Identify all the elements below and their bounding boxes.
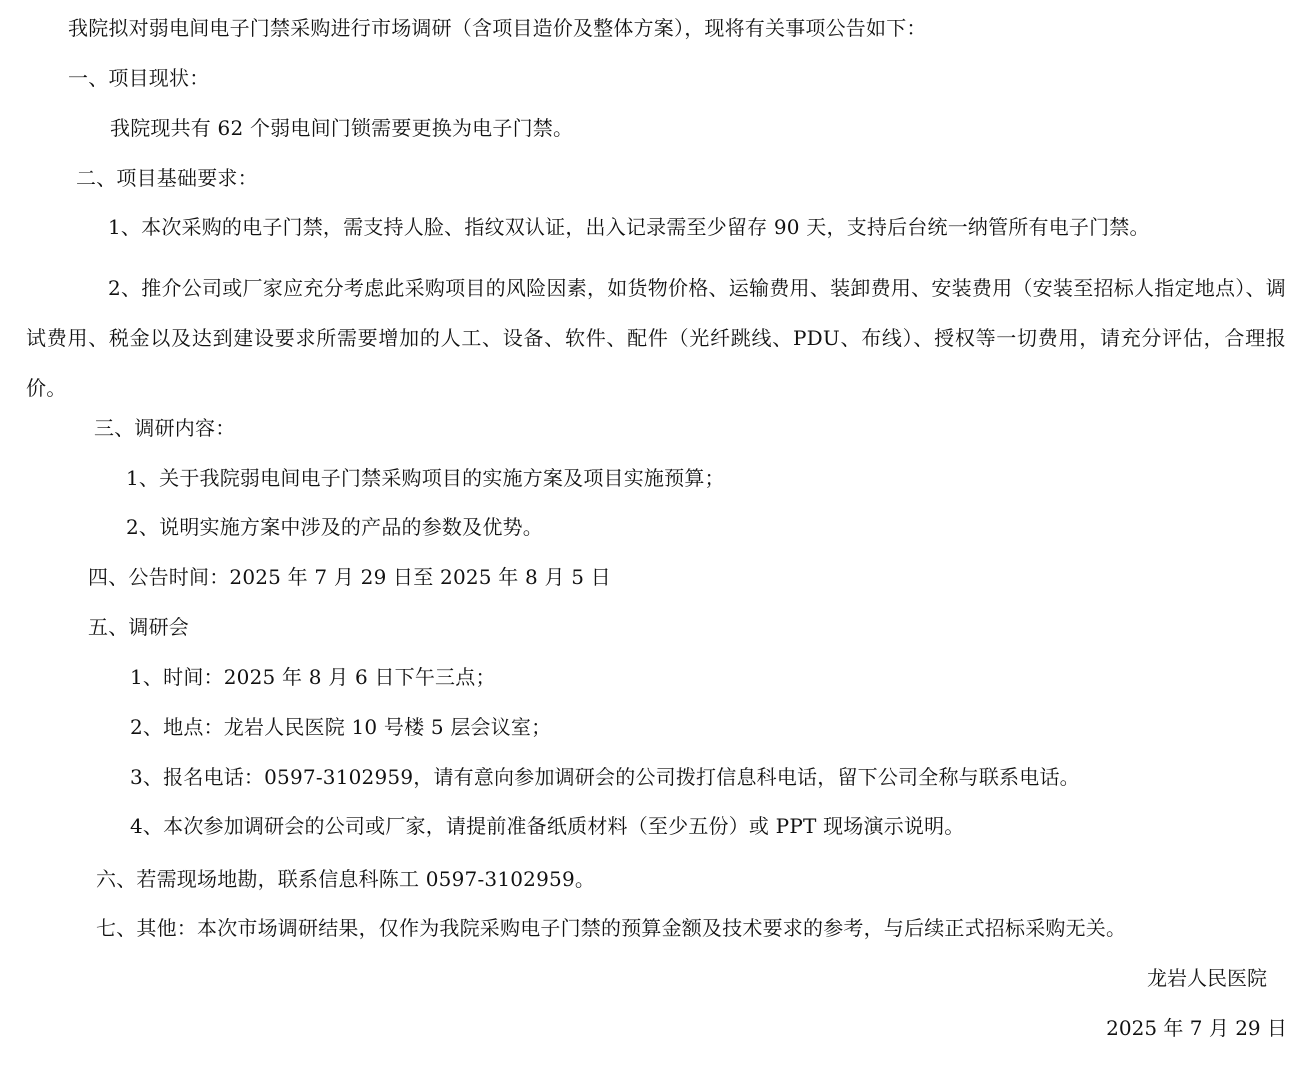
- section2-item2: 2、推介公司或厂家应充分考虑此采购项目的风险因素，如货物价格、运输费用、装卸费用、安装费用（安装至招标人指定地点）、调试费用、税金以及达到建设要求所需要增加的人工、设备、软件、配件（光纤跳线、PDU、布线）、授权等一切费用，请充分评估，合理报价。: [26, 276, 1286, 400]
- signature-org: 龙岩人民医院: [1147, 966, 1267, 990]
- section2-heading: 二、项目基础要求：: [76, 166, 258, 190]
- signature-date: 2025 年 7 月 29 日: [1106, 1016, 1287, 1040]
- section5-heading: 五、调研会: [88, 615, 189, 639]
- intro-text: 我院拟对弱电间电子门禁采购进行市场调研（含项目造价及整体方案），现将有关事项公告如下：: [68, 16, 927, 40]
- section5-item4: 4、本次参加调研会的公司或厂家，请提前准备纸质材料（至少五份）或 PPT 现场演示说明。: [130, 814, 965, 838]
- section3-item2: 2、说明实施方案中涉及的产品的参数及优势。: [126, 515, 543, 539]
- section6-heading: 六、若需现场地勘，联系信息科陈工 0597-3102959。: [96, 867, 596, 891]
- section5-item2: 2、地点：龙岩人民医院 10 号楼 5 层会议室；: [130, 715, 552, 739]
- section3-item1: 1、关于我院弱电间电子门禁采购项目的实施方案及项目实施预算；: [126, 466, 725, 490]
- section4-heading: 四、公告时间：2025 年 7 月 29 日至 2025 年 8 月 5 日: [88, 565, 611, 589]
- section1-heading: 一、项目现状：: [68, 66, 210, 90]
- section1-body: 我院现共有 62 个弱电间门锁需要更换为电子门禁。: [110, 116, 574, 140]
- section7-heading: 七、其他：本次市场调研结果，仅作为我院采购电子门禁的预算金额及技术要求的参考，与后续正式招标采购无关。: [96, 916, 1127, 940]
- section3-heading: 三、调研内容：: [94, 416, 236, 440]
- section2-item1: 1、本次采购的电子门禁，需支持人脸、指纹双认证，出入记录需至少留存 90 天，支持后台统一纳管所有电子门禁。: [108, 215, 1150, 239]
- section5-item3: 3、报名电话：0597-3102959，请有意向参加调研会的公司拨打信息科电话，留下公司全称与联系电话。: [130, 765, 1080, 789]
- section5-item1: 1、时间：2025 年 8 月 6 日下午三点；: [130, 665, 496, 689]
